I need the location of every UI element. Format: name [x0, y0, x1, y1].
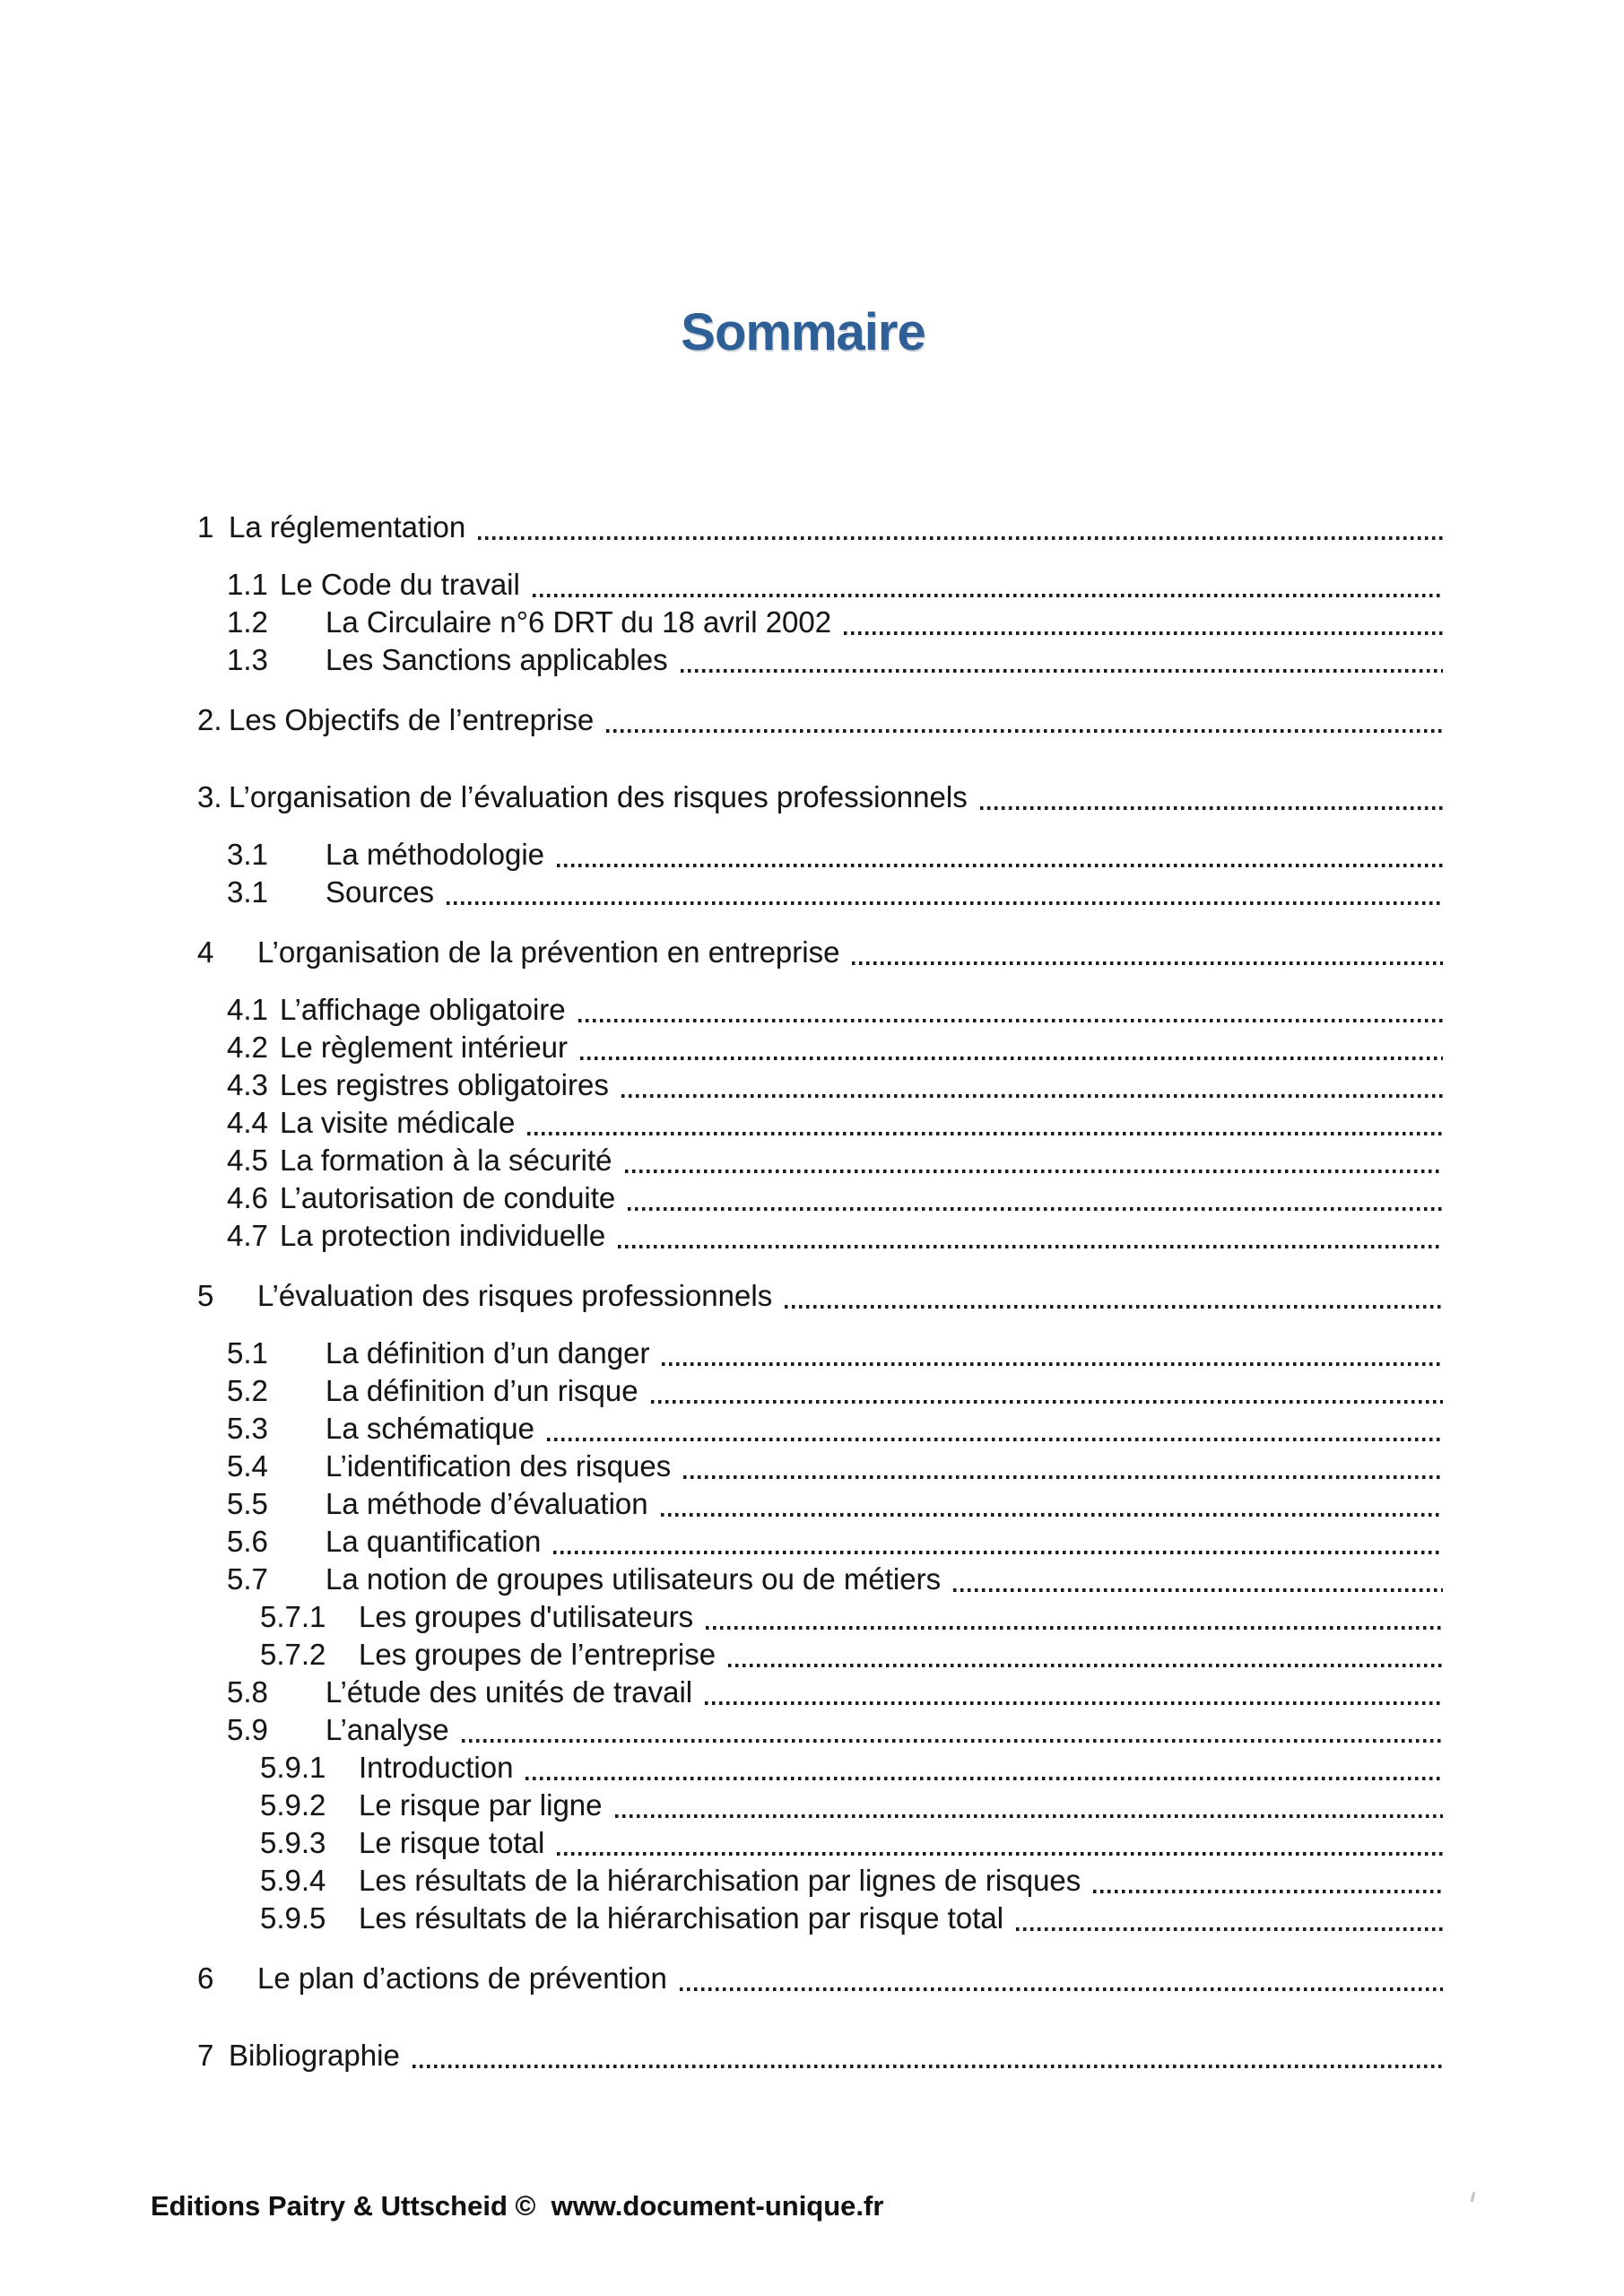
toc-row: [0, 1372, 1443, 1410]
dotted-leader: [706, 1626, 1443, 1630]
toc-entry-label: Le Code du travail: [280, 568, 520, 601]
toc-row: [0, 1066, 1443, 1104]
dotted-leader: [844, 631, 1443, 635]
toc-entry-number: 5.9.4: [260, 1864, 326, 1897]
toc-row: [0, 1636, 1443, 1674]
toc-entry-number: 5: [197, 1279, 214, 1312]
toc-row: [0, 1674, 1443, 1711]
dotted-leader: [625, 1170, 1443, 1173]
toc-row: [0, 991, 1443, 1029]
dotted-leader: [478, 536, 1443, 540]
dotted-leader: [662, 1362, 1443, 1366]
toc-entry-label: La méthode d’évaluation: [326, 1487, 648, 1520]
dotted-leader: [680, 1987, 1443, 1991]
toc-entry-number: 5.9.5: [260, 1901, 326, 1935]
dotted-leader: [557, 864, 1443, 867]
toc-entry-number: 1.2: [227, 605, 268, 639]
toc-entry-label: L’étude des unités de travail: [326, 1675, 693, 1709]
toc-row: [0, 1598, 1443, 1636]
toc-row: [0, 2037, 1443, 2074]
toc-entry-number: 5.8: [227, 1675, 268, 1709]
dotted-leader: [553, 1551, 1443, 1554]
dotted-leader: [1093, 1890, 1443, 1893]
toc-entry-label: Le risque par ligne: [359, 1788, 603, 1822]
dotted-leader: [462, 1739, 1443, 1743]
toc-row: [0, 1104, 1443, 1142]
page-title: Sommaire: [681, 303, 925, 361]
toc-entry-label: Les groupes de l’entreprise: [359, 1638, 716, 1671]
dotted-leader: [683, 1475, 1443, 1479]
toc-entry-number: 5.7.1: [260, 1600, 326, 1633]
toc-row: [0, 1485, 1443, 1523]
dotted-leader: [525, 1777, 1443, 1780]
toc-entry-label: Introduction: [359, 1751, 514, 1784]
toc-entry-number: 4.6: [227, 1181, 268, 1214]
toc-entry-label: Les registres obligatoires: [280, 1068, 609, 1101]
dotted-leader: [413, 2065, 1443, 2068]
dotted-leader: [533, 594, 1443, 597]
toc-row: [0, 1335, 1443, 1372]
dotted-leader: [705, 1701, 1443, 1705]
toc-entry-number: 5.4: [227, 1449, 268, 1483]
toc-entry-number: 5.2: [227, 1374, 268, 1407]
toc-row: [0, 1787, 1443, 1824]
toc-row: [0, 604, 1443, 641]
toc-entry-number: 4.5: [227, 1144, 268, 1177]
dotted-leader: [615, 1814, 1443, 1818]
dotted-leader: [606, 729, 1443, 733]
toc-entry-number: 5.9.2: [260, 1788, 326, 1822]
toc-entry-label: La schématique: [326, 1412, 534, 1445]
dotted-leader: [681, 669, 1443, 673]
dotted-leader: [621, 1094, 1443, 1098]
dotted-leader: [580, 1057, 1443, 1060]
toc-entry-label: La méthodologie: [326, 838, 545, 871]
dotted-leader: [661, 1513, 1443, 1517]
toc-entry-label: Bibliographie: [229, 2039, 400, 2072]
toc-entry-label: La visite médicale: [280, 1106, 516, 1139]
toc-entry-label: Les Sanctions applicables: [326, 643, 668, 676]
toc-entry-number: 4.7: [227, 1219, 268, 1252]
toc-entry-label: Les Objectifs de l’entreprise: [229, 703, 595, 736]
toc-entry-number: 1: [197, 510, 214, 544]
toc-row: [0, 874, 1443, 911]
toc-entry-number: 5.7: [227, 1562, 268, 1596]
toc-entry-number: 3.: [197, 780, 222, 813]
toc-entry-label: La protection individuelle: [280, 1219, 606, 1252]
toc-row: [0, 1448, 1443, 1485]
toc-entry-number: 4: [197, 935, 214, 969]
toc-row: [0, 1749, 1443, 1787]
toc-row: [0, 1900, 1443, 1937]
toc-entry-number: 3.1: [227, 875, 268, 909]
toc-entry-number: 1.1: [227, 568, 268, 601]
toc-entry-label: Les résultats de la hiérarchisation par lignes de risques: [359, 1864, 1081, 1897]
dotted-leader: [785, 1305, 1443, 1309]
toc-entry-number: 5.1: [227, 1336, 268, 1370]
toc-entry-number: 2.: [197, 703, 222, 736]
dotted-leader: [980, 806, 1443, 810]
toc-entry-label: La réglementation: [229, 510, 466, 544]
toc-entry-number: 4.2: [227, 1031, 268, 1064]
toc-row: [0, 1410, 1443, 1448]
toc-entry-number: 7: [197, 2039, 214, 2072]
toc-row: [0, 1862, 1443, 1900]
toc-row: [0, 1523, 1443, 1561]
toc-entry-label: Le règlement intérieur: [280, 1031, 569, 1064]
toc-entry-label: L’analyse: [326, 1713, 449, 1746]
toc-entry-number: 5.9.3: [260, 1826, 326, 1859]
toc-row: [0, 1142, 1443, 1179]
dotted-leader: [527, 1132, 1443, 1135]
dotted-leader: [557, 1852, 1443, 1856]
dotted-leader: [1016, 1927, 1443, 1931]
toc-entry-label: La définition d’un risque: [326, 1374, 638, 1407]
toc-entry-number: 5.9: [227, 1713, 268, 1746]
toc-entry-number: 3.1: [227, 838, 268, 871]
toc-row: [0, 778, 1443, 816]
toc-entry-number: 4.3: [227, 1068, 268, 1101]
toc-entry-label: L’affichage obligatoire: [280, 993, 566, 1026]
toc-entry-label: La définition d’un danger: [326, 1336, 650, 1370]
toc-entry-number: 4.4: [227, 1106, 268, 1139]
toc-row: [0, 566, 1443, 604]
dotted-leader: [852, 961, 1443, 965]
toc-entry-label: La formation à la sécurité: [280, 1144, 612, 1177]
toc-entry-number: 6: [197, 1961, 214, 1995]
toc-row: [0, 701, 1443, 739]
toc-entry-number: 4.1: [227, 993, 268, 1026]
toc-row: [0, 1029, 1443, 1066]
dotted-leader: [628, 1207, 1443, 1211]
toc-entry-label: La Circulaire n°6 DRT du 18 avril 2002: [326, 605, 832, 639]
toc-row: [0, 509, 1443, 546]
toc-entry-label: Le plan d’actions de prévention: [257, 1961, 667, 1995]
toc-row: [0, 641, 1443, 679]
scan-artifact-speck: [1471, 2192, 1476, 2202]
toc-entry-number: 1.3: [227, 643, 268, 676]
toc-entry-label: L’organisation de l’évaluation des risques professionnels: [229, 780, 968, 813]
footer-text: Editions Paitry & Uttscheid © www.document-unique.fr: [151, 2190, 884, 2222]
toc-entry-number: 5.6: [227, 1525, 268, 1558]
dotted-leader: [547, 1438, 1443, 1441]
toc-entry-label: L’identification des risques: [326, 1449, 672, 1483]
toc-list: [0, 509, 1443, 2074]
toc-entry-label: Les groupes d'utilisateurs: [359, 1600, 694, 1633]
toc-row: [0, 1824, 1443, 1862]
toc-entry-label: La notion de groupes utilisateurs ou de métiers: [326, 1562, 942, 1596]
toc-entry-number: 5.9.1: [260, 1751, 326, 1784]
toc-entry-label: L’autorisation de conduite: [280, 1181, 616, 1214]
dotted-leader: [953, 1588, 1443, 1592]
toc-entry-label: Sources: [326, 875, 435, 909]
dotted-leader: [618, 1245, 1443, 1248]
toc-row: [0, 1179, 1443, 1217]
toc-entry-label: L’évaluation des risques professionnels: [257, 1279, 773, 1312]
toc-row: [0, 836, 1443, 874]
dotted-leader: [651, 1400, 1443, 1404]
dotted-leader: [728, 1664, 1443, 1667]
toc-entry-label: Les résultats de la hiérarchisation par risque total: [359, 1901, 1004, 1935]
toc-row: [0, 1217, 1443, 1255]
toc-entry-number: 5.5: [227, 1487, 268, 1520]
dotted-leader: [447, 901, 1443, 905]
toc-row: [0, 1277, 1443, 1315]
toc-row: [0, 1561, 1443, 1598]
toc-entry-number: 5.7.2: [260, 1638, 326, 1671]
toc-entry-label: Le risque total: [359, 1826, 545, 1859]
dotted-leader: [578, 1019, 1443, 1022]
toc-row: [0, 1960, 1443, 1997]
toc-row: [0, 1711, 1443, 1749]
toc-entry-number: 5.3: [227, 1412, 268, 1445]
toc-row: [0, 934, 1443, 971]
toc-entry-label: La quantification: [326, 1525, 542, 1558]
toc-entry-label: L’organisation de la prévention en entreprise: [257, 935, 840, 969]
